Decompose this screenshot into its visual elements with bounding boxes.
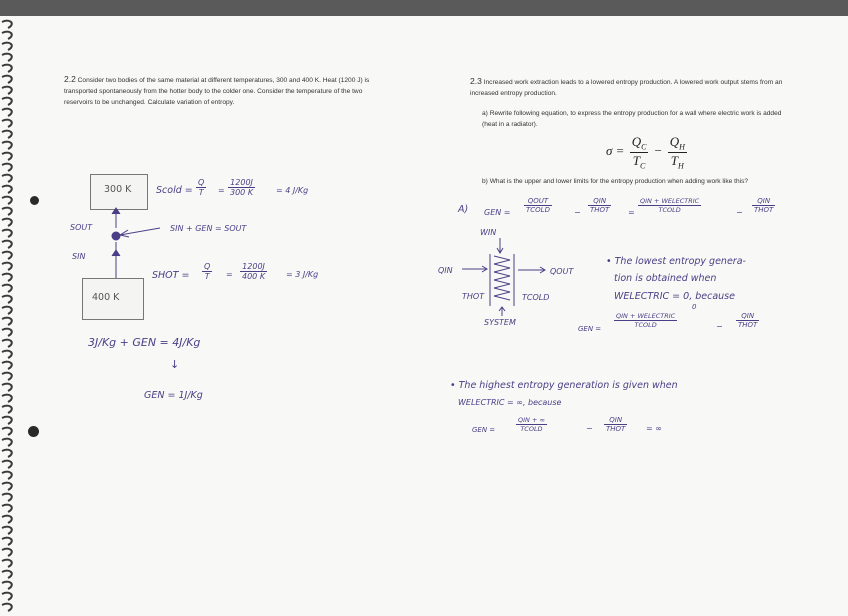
sout-label: SOUT (70, 223, 93, 232)
problem-2-3-number: 2.3 (470, 76, 482, 86)
gen-high-result: = ∞ (646, 424, 662, 433)
diagram-strokes (0, 16, 848, 616)
gen-low-num1: QIN + WELECTRIC (616, 312, 676, 320)
note-lowest-line1: • The lowest entropy genera- (606, 256, 746, 267)
t-hot-label: THOT (462, 292, 485, 301)
eq-f1-den: T (632, 152, 640, 168)
note-highest-line2: WELECTRIC = ∞, because (458, 398, 562, 407)
shot-result: = 3 J/Kg (286, 270, 319, 279)
t-cold-label: TCOLD (522, 293, 550, 302)
gen-a-t3-den: TCOLD (658, 206, 681, 214)
gen-a-t2-den: THOT (590, 206, 610, 214)
equation-lhs: σ = (606, 143, 625, 159)
hot-body-label: 400 K (92, 292, 120, 303)
scold-frac1-num: Q (198, 178, 205, 187)
gen-high-minus: − (586, 424, 593, 433)
sin-label: SIN (72, 252, 86, 261)
heat-out-label: QOUT (550, 267, 574, 276)
problem-2-2-text: Consider two bodies of the same material at different temperatures, 300 and 400 K. Heat (1200 J) is transported spontaneously from the hotter body to the colder one. Consider the temperature of the two reservoirs to be unchanged. Calculate variation of entropy. (64, 77, 370, 106)
note-lowest-line2: tion is obtained when (614, 273, 717, 284)
gen-low-den2: THOT (738, 321, 758, 329)
work-in-label: WIN (480, 228, 497, 237)
system-node (112, 232, 120, 240)
gen-equation-line2: GEN = 1J/Kg (144, 390, 203, 401)
resistor-zigzag (494, 256, 510, 300)
gen-high-num2: QIN (604, 416, 627, 425)
gen-a-t3-num: QIN + WELECTRIC (640, 197, 700, 205)
gen-a-t4-num: QIN (752, 197, 775, 206)
gen-low-num2: QIN (736, 312, 759, 321)
gen-a-equals: = (628, 208, 635, 217)
gen-a-t4-den: THOT (754, 206, 774, 214)
eq-f1-num-sub: C (641, 142, 647, 152)
equation-minus: − (653, 143, 663, 159)
gen-a-t2-num: QIN (588, 197, 611, 206)
entropy-balance: SIN + GEN = SOUT (170, 224, 247, 233)
shot-equals: = (226, 270, 233, 279)
zero-mark: 0 (692, 303, 697, 311)
scold-frac1-den: T (198, 188, 204, 197)
gen-a-label: GEN = (484, 208, 511, 217)
problem-2-3-part-b: b) What is the upper and lower limits for the entropy production when adding work like this? (482, 178, 749, 185)
shot-label: SHOT = (152, 270, 190, 281)
problem-2-2-number: 2.2 (64, 74, 76, 84)
system-label: SYSTEM (484, 318, 516, 327)
scold-equals: = (218, 186, 225, 195)
gen-low-minus: − (716, 322, 723, 331)
gen-a-t1-num: QOUT (524, 197, 552, 206)
gen-low-label: GEN = (578, 325, 602, 333)
gen-a-minus2: − (736, 208, 743, 217)
arrowhead-up-upper (112, 208, 120, 214)
scold-label: Scold = (156, 185, 193, 196)
heat-in-label: QIN (438, 266, 453, 275)
arrowhead-up-lower (112, 250, 120, 256)
gen-arrow: ↓ (170, 358, 180, 371)
eq-f2-den-sub: H (678, 161, 684, 171)
eq-f2-num-sub: H (679, 142, 685, 152)
scold-frac2-den: 300 K (230, 188, 254, 197)
shot-frac1-num: Q (204, 262, 211, 271)
gen-low-den1: TCOLD (634, 321, 657, 329)
shot-frac2-num: 1200J (240, 262, 267, 272)
problem-2-3-text: Increased work extraction leads to a lowered entropy production. A lowered work output stems from an increased entropy production. (470, 79, 783, 97)
gen-equation-line1: 3J/Kg + GEN = 4J/Kg (88, 336, 201, 349)
gen-a-minus1: − (574, 208, 581, 217)
gen-high-den2: THOT (606, 425, 626, 433)
eq-f2-den: T (670, 152, 679, 168)
notebook-page (0, 16, 848, 616)
shot-frac1-den: T (204, 272, 210, 281)
gen-high-num1: QIN + ∞ (518, 416, 545, 424)
gen-high-label: GEN = (472, 426, 496, 434)
shot-frac2-den: 400 K (242, 272, 266, 281)
gen-a-t1-den: TCOLD (526, 206, 550, 214)
eq-f2-num: Q (669, 134, 680, 149)
scanner-top-bar (0, 0, 848, 16)
problem-2-3-part-a: a) Rewrite following equation, to express the entropy production for a wall where electric work is added (heat in a radiator). (482, 110, 782, 128)
scold-result: = 4 J/Kg (276, 186, 309, 195)
note-highest-line1: • The highest entropy generation is given when (450, 380, 678, 391)
eq-f1-num: Q (631, 134, 642, 149)
part-a-label: A) (458, 204, 469, 215)
cold-body-label: 300 K (104, 184, 132, 195)
gen-high-den1: TCOLD (520, 425, 543, 433)
note-lowest-line3: WELECTRIC = 0, because (614, 291, 735, 302)
scold-frac2-num: 1200J (228, 178, 255, 188)
eq-f1-den-sub: C (640, 161, 646, 171)
